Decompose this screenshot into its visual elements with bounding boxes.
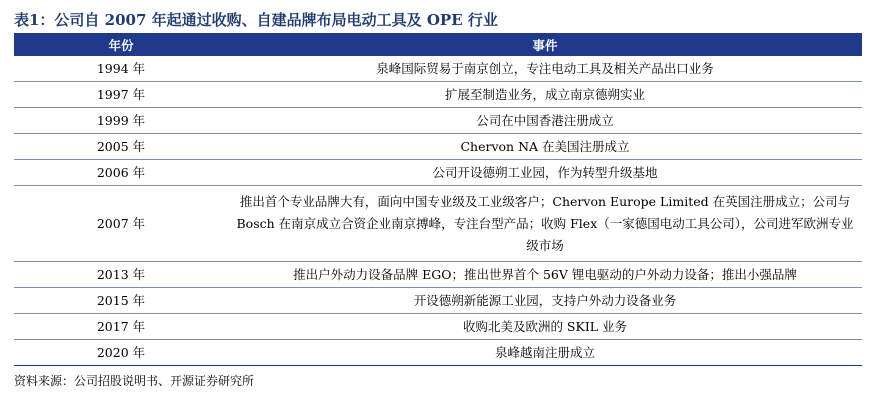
year-cell: 1994 年: [14, 56, 228, 82]
table-row: [14, 134, 862, 160]
event-cell: 泉峰国际贸易于南京创立，专注电动工具及相关产品出口业务: [228, 56, 862, 82]
year-cell: 1997 年: [14, 82, 228, 108]
history-table: [14, 33, 862, 366]
table-row: [14, 82, 862, 108]
year-cell: 2006 年: [14, 160, 228, 186]
event-cell: 推出户外动力设备品牌 EGO；推出世界首个 56V 锂电驱动的户外动力设备；推出小强品牌: [228, 262, 862, 288]
table-row: [14, 160, 862, 186]
table-row: [14, 288, 862, 314]
event-cell: 扩展至制造业务，成立南京德朔实业: [228, 82, 862, 108]
table-body: [14, 56, 862, 366]
header-year: 年份: [14, 33, 228, 56]
event-cell: 公司开设德朔工业园，作为转型升级基地: [228, 160, 862, 186]
table-row: [14, 108, 862, 134]
table-row: [14, 262, 862, 288]
year-cell: 2017 年: [14, 314, 228, 340]
year-cell: 2020 年: [14, 340, 228, 366]
year-cell: 1999 年: [14, 108, 228, 134]
event-cell: 泉峰越南注册成立: [228, 340, 862, 366]
header-event: 事件: [228, 33, 862, 56]
table-row: [14, 314, 862, 340]
table-row: [14, 56, 862, 82]
year-cell: 2015 年: [14, 288, 228, 314]
year-cell: 2013 年: [14, 262, 228, 288]
year-cell: 2007 年: [14, 186, 228, 262]
event-cell: 公司在中国香港注册成立: [228, 108, 862, 134]
event-cell: Chervon NA 在美国注册成立: [228, 134, 862, 160]
table-header: [14, 33, 862, 56]
year-cell: 2005 年: [14, 134, 228, 160]
event-cell: 推出首个专业品牌大有，面向中国专业级及工业级客户；Chervon Europe Limited 在英国注册成立；公司与 Bosch 在南京成立合资企业南京搏峰，专注台型产品；收购 Flex（一家德国电动工具公司），公司进军欧洲专业级市场: [228, 186, 862, 262]
table-row: [14, 186, 862, 262]
table-title: 表1：公司自 2007 年起通过收购、自建品牌布局电动工具及 OPE 行业: [14, 11, 498, 29]
event-cell: 开设德朔新能源工业园，支持户外动力设备业务: [228, 288, 862, 314]
table-row: [14, 340, 862, 366]
event-cell: 收购北美及欧洲的 SKIL 业务: [228, 314, 862, 340]
source-note: 资料来源：公司招股说明书、开源证券研究所: [14, 374, 255, 388]
